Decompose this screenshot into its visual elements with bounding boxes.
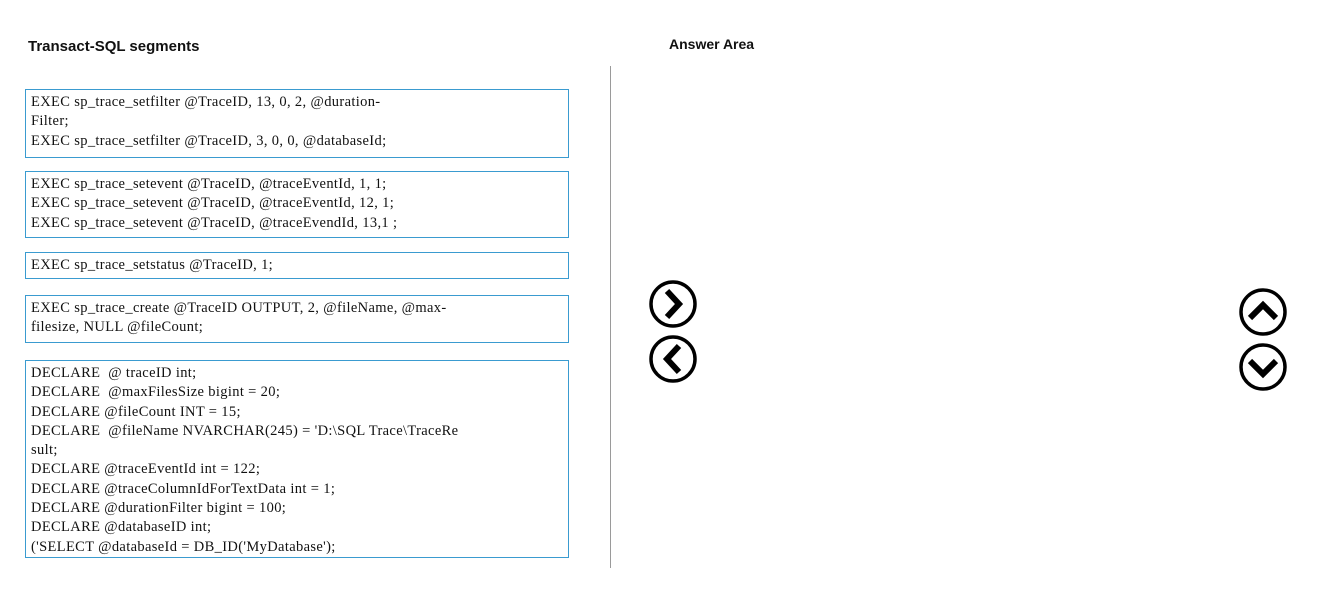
sql-segment-setstatus[interactable] [25, 252, 569, 279]
code-line: EXEC sp_trace_setfilter @TraceID, 13, 0, 2, @duration- [31, 94, 381, 110]
sql-segment-setfilter[interactable] [25, 89, 569, 158]
chevron-left-circle-icon [649, 335, 697, 383]
code-line: EXEC sp_trace_create @TraceID OUTPUT, 2, @fileName, @max- [31, 300, 447, 316]
code-line: DECLARE @fileName NVARCHAR(245) = 'D:\SQL Trace\TraceRe [31, 422, 459, 439]
chevron-up-circle-icon [1239, 288, 1287, 336]
code-line: EXEC sp_trace_setstatus @TraceID, 1; [31, 257, 274, 273]
code-line: Filter; [31, 113, 69, 130]
code-line: EXEC sp_trace_setfilter @TraceID, 3, 0, 0, @databaseId; [31, 132, 387, 149]
code-line: sult; [31, 442, 58, 459]
code-line: DECLARE @databaseID int; [31, 519, 212, 536]
code-line: EXEC sp_trace_setevent @TraceID, @traceEventId, 1, 1; [31, 176, 387, 192]
code-line: EXEC sp_trace_setevent @TraceID, @traceEventId, 12, 1; [31, 195, 395, 212]
move-down-button[interactable] [1239, 343, 1287, 391]
sql-segment-setevent[interactable] [25, 171, 569, 238]
code-line: DECLARE @maxFilesSize bigint = 20; [31, 384, 281, 401]
move-left-button[interactable] [649, 335, 697, 383]
code-line: DECLARE @ traceID int; [31, 365, 197, 381]
segments-heading: Transact-SQL segments [28, 38, 200, 55]
answer-area-heading: Answer Area [669, 36, 755, 52]
code-line: EXEC sp_trace_setevent @TraceID, @traceEvendId, 13,1 ; [31, 214, 398, 231]
code-line: DECLARE @durationFilter bigint = 100; [31, 500, 287, 517]
move-right-button[interactable] [649, 280, 697, 328]
code-line: DECLARE @traceColumnIdForTextData int = 1; [31, 480, 336, 497]
sql-segment-declare[interactable] [25, 360, 569, 558]
panel-divider [610, 66, 611, 568]
code-line: ('SELECT @databaseId = DB_ID('MyDatabase'); [31, 538, 336, 555]
move-up-button[interactable] [1239, 288, 1287, 336]
code-line: DECLARE @traceEventId int = 122; [31, 461, 261, 478]
chevron-right-circle-icon [649, 280, 697, 328]
code-line: DECLARE @fileCount INT = 15; [31, 403, 241, 420]
sql-segment-create[interactable] [25, 295, 569, 343]
answer-area-dropzone[interactable] [700, 66, 1220, 566]
chevron-down-circle-icon [1239, 343, 1287, 391]
code-line: filesize, NULL @fileCount; [31, 319, 204, 336]
